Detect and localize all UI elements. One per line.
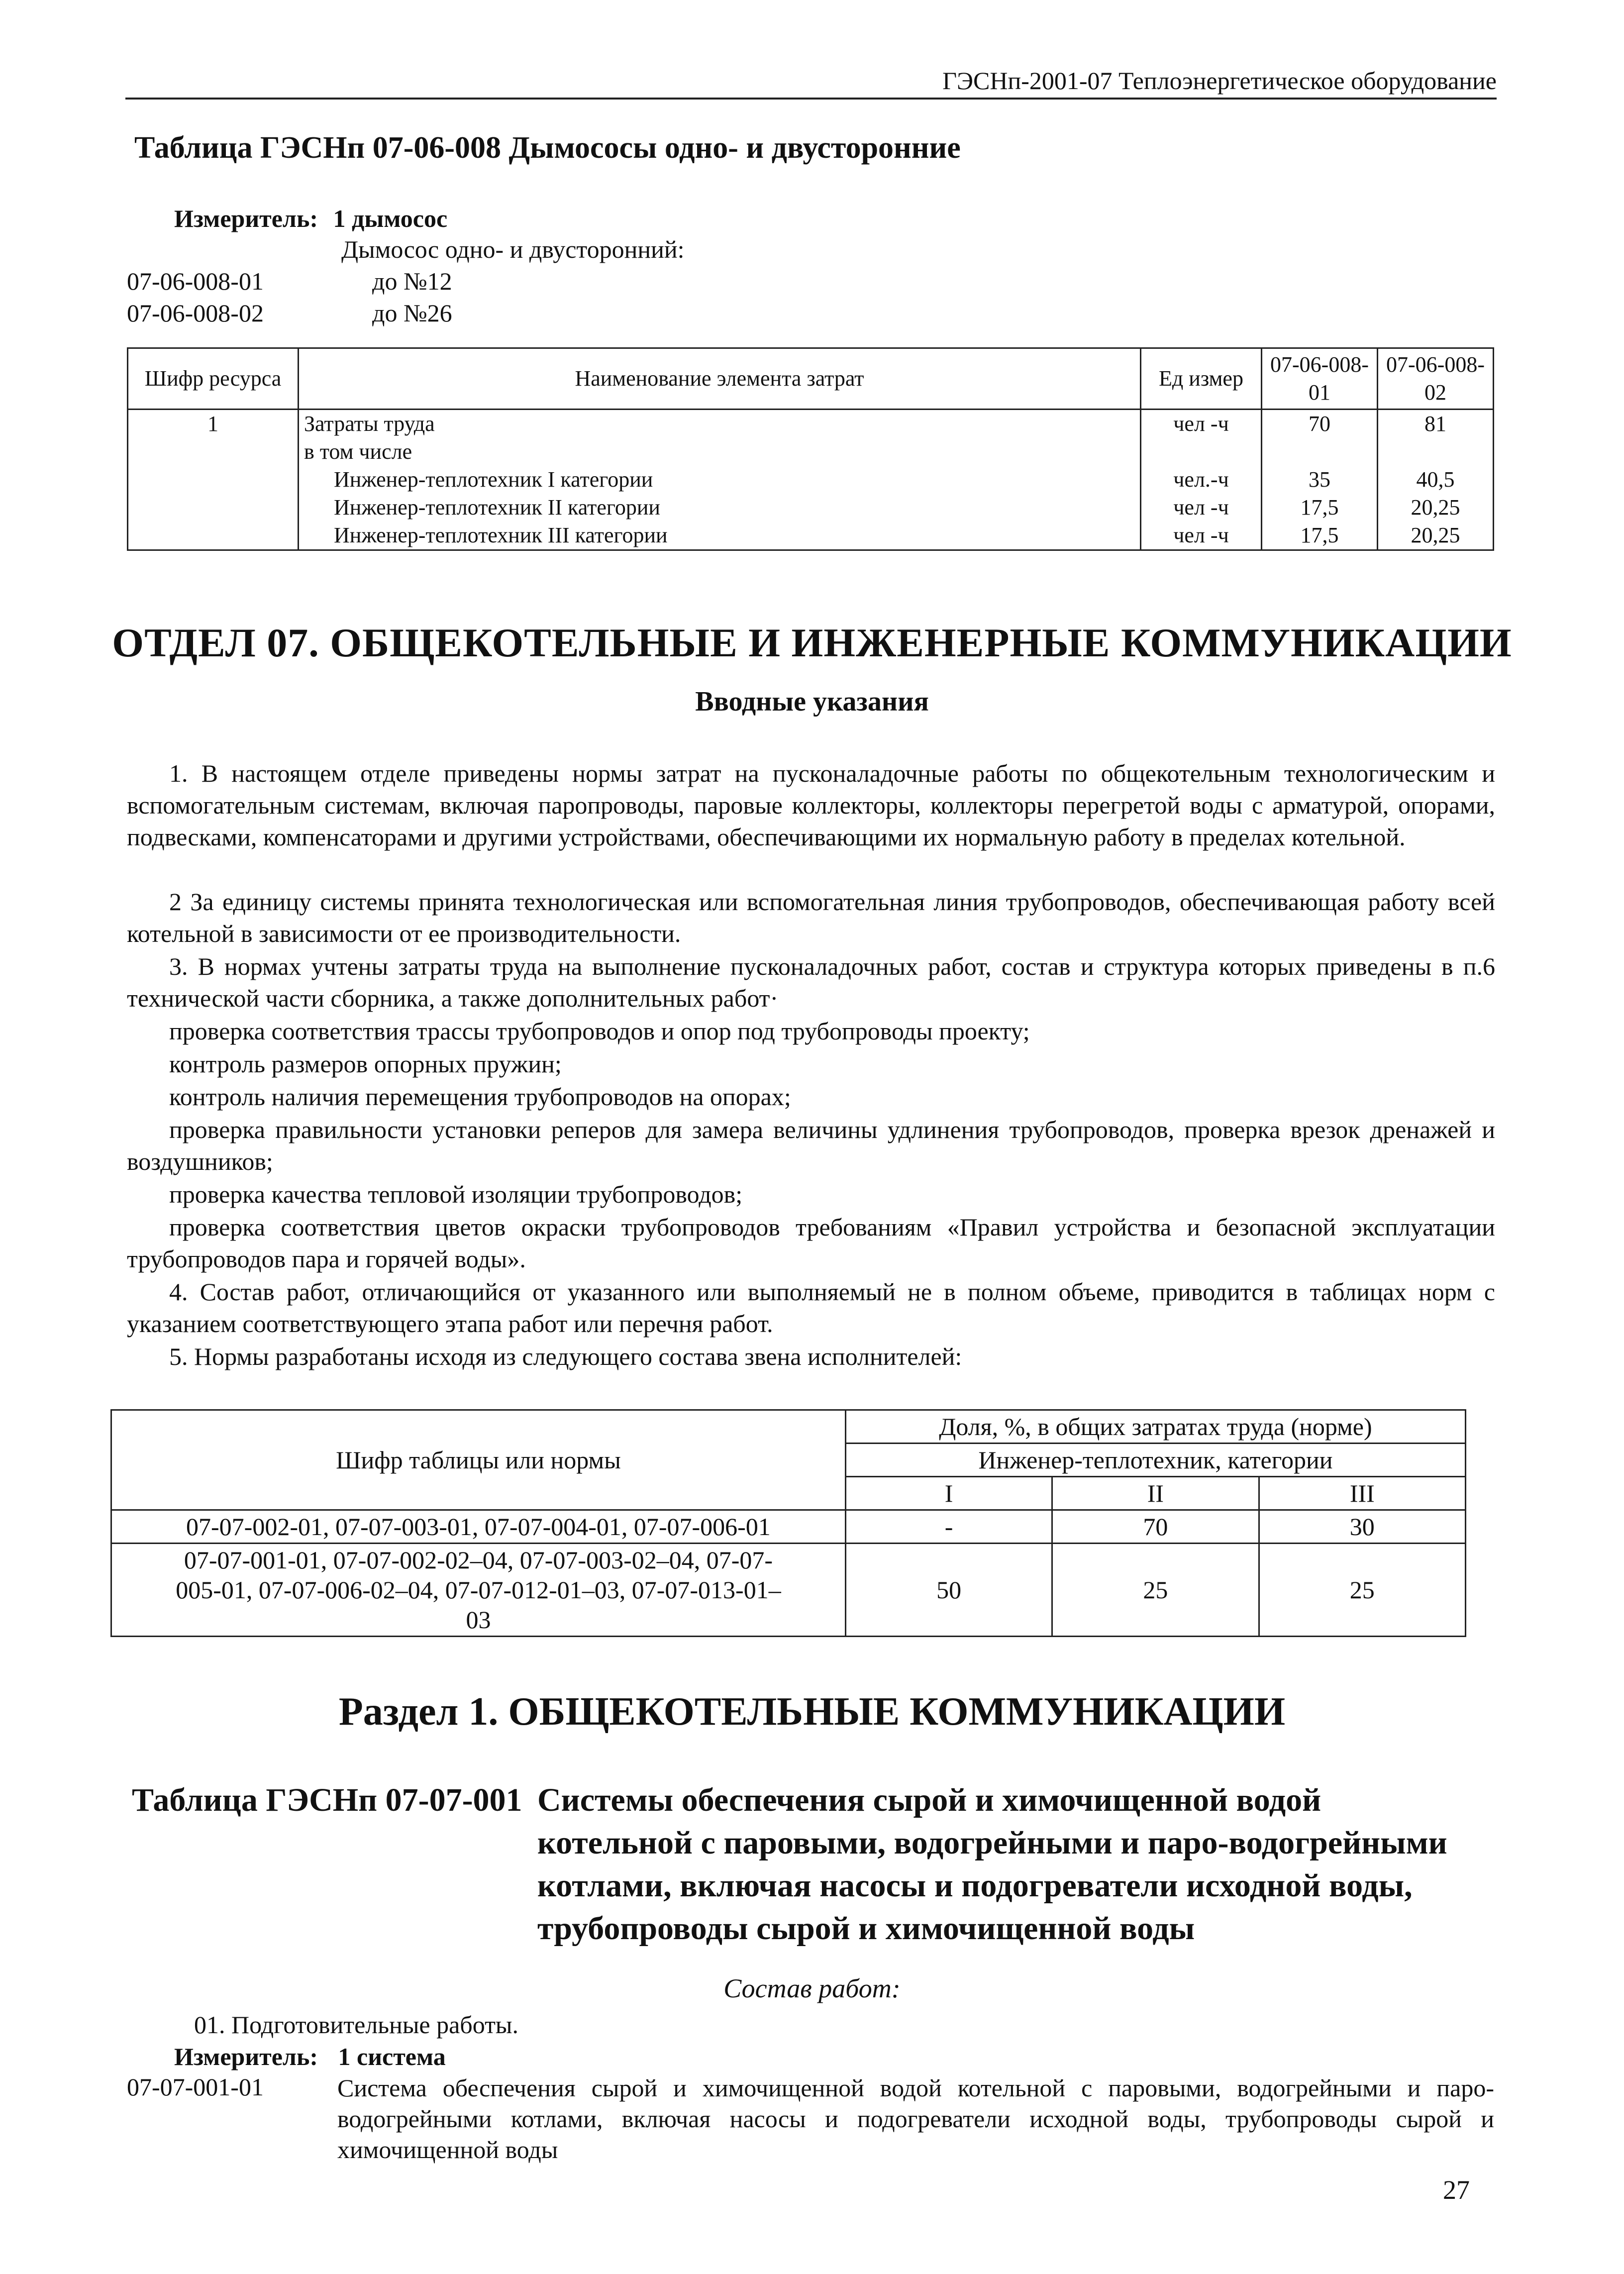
item-text: до №12 (372, 267, 452, 295)
cell-code (128, 521, 299, 550)
cell-unit: чел.-ч (1141, 466, 1262, 494)
running-header: ГЭСНп-2001-07 Теплоэнергетическое оборудование (125, 66, 1497, 100)
cell-v1: 35 (1262, 466, 1378, 494)
table-row (128, 438, 1494, 466)
meter-value: 1 дымосос (333, 205, 448, 232)
cell-cat-2: 70 (1052, 1510, 1259, 1544)
table-row (111, 1544, 1466, 1637)
cell-v2: 20,25 (1378, 521, 1494, 550)
list-item: проверка правильности установки реперов для замера величины удлинения трубопроводов, проверка врезок дренажей и воздушников; (127, 1116, 1495, 1175)
meter-label: Измеритель: (174, 205, 318, 232)
cell-code: 07-07-002-01, 07-07-003-01, 07-07-004-01, 07-07-006-01 (111, 1510, 846, 1544)
paragraph: 3. В нормах учтены затраты труда на выполнение пусконаладочных работ, состав и структура которых приведены в п.6 технической части сборника, а также дополнительных работ· (127, 952, 1495, 1012)
cell-cat-3: 25 (1259, 1544, 1465, 1637)
cell-v1: 17,5 (1262, 521, 1378, 550)
department-title: ОТДЕЛ 07. ОБЩЕКОТЕЛЬНЫЕ И ИНЖЕНЕРНЫЕ КОММУНИКАЦИИ (112, 620, 1512, 665)
col-header-cat-1: I (845, 1477, 1052, 1510)
cell-code (128, 466, 299, 494)
col-header-share: Доля, %, в общих затратах труда (норме) (845, 1410, 1465, 1444)
cell-v2: 20,25 (1378, 494, 1494, 521)
cell-code: 07-07-001-01, 07-07-002-02–04, 07-07-003-02–04, 07-07-005-01, 07-07-006-02–04, 07-07-012-01–03, 07-07-013-01–03 (111, 1544, 846, 1637)
work-composition-heading: Состав работ: (723, 1973, 901, 2003)
meter-line (174, 204, 447, 233)
list-item: проверка качества тепловой изоляции трубопроводов; (169, 1180, 743, 1208)
item-text: Система обеспечения сырой и химочищенной водой котельной с паровыми, водогрейными и паро-водогрейными котлами, включая насосы и подогреватели исходной воды, трубопроводы сырой и химочищенной воды (337, 2074, 1494, 2164)
item-text: до №26 (372, 299, 452, 327)
table-label: Таблица ГЭСНп 07-07-001 (132, 1782, 522, 1818)
cell-v2: 40,5 (1378, 466, 1494, 494)
cell-cat-1: - (845, 1510, 1052, 1544)
cell-cat-1: 50 (845, 1544, 1052, 1637)
section-title: Раздел 1. ОБЩЕКОТЕЛЬНЫЕ КОММУНИКАЦИИ (338, 1690, 1286, 1734)
meter-line (174, 2042, 446, 2071)
cell-unit: чел -ч (1141, 521, 1262, 550)
crew-composition-table (110, 1409, 1466, 1637)
paragraph: 1. В настоящем отделе приведены нормы затрат на пусконаладочные работы по общекотельным технологическим и вспомогательным системам, включая паропроводы, паровые коллекторы, коллекторы перегретой воды с арматурой, опорами, подвесками, компенсаторами и другими устройствами, обеспечивающими их нормальную работу в пределах котельной. (127, 759, 1495, 851)
item-code: 07-06-008-01 (127, 267, 264, 295)
cell-v1: 70 (1262, 410, 1378, 438)
cell-code: 1 (128, 410, 299, 438)
table-header-row (111, 1410, 1466, 1444)
cell-name: в том числе (299, 438, 1141, 466)
cell-unit (1141, 438, 1262, 466)
table-title: Таблица ГЭСНп 07-06-008 Дымососы одно- и двусторонние (134, 131, 961, 165)
table-description: Дымосос одно- и двусторонний: (341, 235, 685, 263)
resource-table (127, 347, 1494, 551)
list-item: контроль наличия перемещения трубопроводов на опорах; (169, 1083, 791, 1111)
cell-unit: чел -ч (1141, 494, 1262, 521)
table-row (128, 466, 1494, 494)
cell-name: Инженер-теплотехник III категории (299, 521, 1141, 550)
table-row (111, 1510, 1466, 1544)
cell-v1: 17,5 (1262, 494, 1378, 521)
cell-v2: 81 (1378, 410, 1494, 438)
col-header-unit: Ед измер (1141, 348, 1262, 410)
intro-heading: Вводные указания (695, 686, 929, 717)
table-row (128, 521, 1494, 550)
col-header-cat-3: III (1259, 1477, 1465, 1510)
cell-name: Инженер-теплотехник I категории (299, 466, 1141, 494)
list-item: проверка соответствия трассы трубопроводов и опор под трубопроводы проекту; (169, 1017, 1030, 1045)
cell-cat-3: 30 (1259, 1510, 1465, 1544)
paragraph: 5. Нормы разработаны исходя из следующего состава звена исполнителей: (169, 1343, 962, 1370)
paragraph: 2 За единицу системы принята технологическая или вспомогательная линия трубопроводов, обеспечивающая работу всей котельной в зависимости от ее производительности. (127, 888, 1495, 947)
cell-code (128, 494, 299, 521)
cell-code (128, 438, 299, 466)
page-number: 27 (1443, 2175, 1470, 2205)
meter-label: Измеритель: (174, 2043, 318, 2070)
cell-v2 (1378, 438, 1494, 466)
paragraph: 4. Состав работ, отличающийся от указанного или выполняемый не в полном объеме, приводится в таблицах норм с указанием соответствующего этапа работ или перечня работ. (127, 1278, 1495, 1338)
work-item: 01. Подготовительные работы. (194, 2011, 519, 2039)
table-row (128, 494, 1494, 521)
col-header-code: Шифр таблицы или нормы (111, 1410, 846, 1510)
list-item: проверка соответствия цветов окраски трубопроводов требованиям «Правил устройства и безопасной эксплуатации трубопроводов пара и горячей воды». (127, 1213, 1495, 1273)
col-header-v2: 07-06-008-02 (1378, 348, 1494, 410)
cell-unit: чел -ч (1141, 410, 1262, 438)
table-header-row (128, 348, 1494, 410)
meter-value: 1 система (338, 2043, 446, 2070)
cell-v1 (1262, 438, 1378, 466)
col-header-code: Шифр ресурса (128, 348, 299, 410)
list-item: контроль размеров опорных пружин; (169, 1050, 562, 1078)
item-code: 07-06-008-02 (127, 299, 264, 327)
col-header-cat-2: II (1052, 1477, 1259, 1510)
col-header-name: Наименование элемента затрат (299, 348, 1141, 410)
cell-cat-2: 25 (1052, 1544, 1259, 1637)
col-header-v1: 07-06-008-01 (1262, 348, 1378, 410)
table-title: Системы обеспечения сырой и химочищенной водой котельной с паровыми, водогрейными и паро-водогрейными котлами, включая насосы и подогреватели исходной воды, трубопроводы сырой и химочищенной воды (537, 1782, 1447, 1947)
table-row (128, 410, 1494, 438)
cell-name: Инженер-теплотехник II категории (299, 494, 1141, 521)
cell-name: Затраты труда (299, 410, 1141, 438)
col-header-engineer: Инженер-теплотехник, категории (845, 1444, 1465, 1477)
item-code: 07-07-001-01 (127, 2073, 264, 2101)
